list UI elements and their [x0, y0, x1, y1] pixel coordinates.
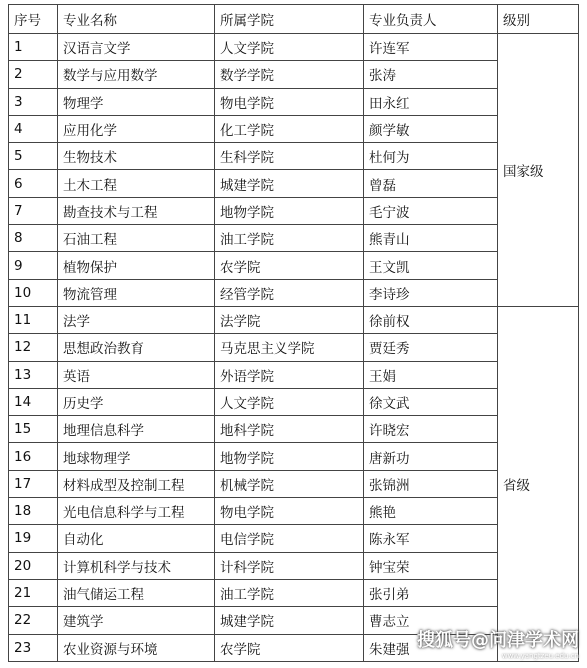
cell-major: 法学 — [58, 306, 215, 333]
cell-no: 2 — [9, 61, 58, 88]
cell-no: 18 — [9, 498, 58, 525]
cell-no: 12 — [9, 334, 58, 361]
cell-major: 物流管理 — [58, 279, 215, 306]
table-row — [9, 334, 579, 361]
cell-leader: 曹志立 — [364, 607, 498, 634]
cell-college: 油工学院 — [215, 225, 364, 252]
cell-college: 外语学院 — [215, 361, 364, 388]
table-row — [9, 197, 579, 224]
cell-college: 马克思主义学院 — [215, 334, 364, 361]
cell-major: 光电信息科学与工程 — [58, 498, 215, 525]
cell-major: 计算机科学与技术 — [58, 552, 215, 579]
table-row — [9, 225, 579, 252]
table-row — [9, 443, 579, 470]
cell-college: 农学院 — [215, 252, 364, 279]
table-row — [9, 470, 579, 497]
cell-college: 物电学院 — [215, 88, 364, 115]
cell-leader: 钟宝荣 — [364, 552, 498, 579]
table-row — [9, 361, 579, 388]
cell-no: 3 — [9, 88, 58, 115]
table-row — [9, 498, 579, 525]
cell-college: 物电学院 — [215, 498, 364, 525]
cell-leader: 贾廷秀 — [364, 334, 498, 361]
cell-leader: 陈永军 — [364, 525, 498, 552]
table-row — [9, 88, 579, 115]
cell-no: 21 — [9, 579, 58, 606]
cell-leader: 王文凯 — [364, 252, 498, 279]
header-no: 序号 — [9, 5, 58, 34]
cell-major: 生物技术 — [58, 143, 215, 170]
cell-no: 15 — [9, 416, 58, 443]
cell-major: 石油工程 — [58, 225, 215, 252]
cell-college: 地物学院 — [215, 443, 364, 470]
table-header-row — [9, 5, 579, 34]
header-level: 级别 — [498, 5, 579, 34]
cell-college: 生科学院 — [215, 143, 364, 170]
cell-leader: 张涛 — [364, 61, 498, 88]
cell-college: 人文学院 — [215, 34, 364, 61]
cell-major: 植物保护 — [58, 252, 215, 279]
cell-major: 勘查技术与工程 — [58, 197, 215, 224]
table-row — [9, 552, 579, 579]
table-row — [9, 61, 579, 88]
cell-college: 城建学院 — [215, 607, 364, 634]
cell-no: 1 — [9, 34, 58, 61]
cell-no: 6 — [9, 170, 58, 197]
cell-college: 人文学院 — [215, 388, 364, 415]
cell-college: 经管学院 — [215, 279, 364, 306]
cell-leader: 田永红 — [364, 88, 498, 115]
cell-leader: 王娟 — [364, 361, 498, 388]
cell-no: 16 — [9, 443, 58, 470]
cell-leader: 张锦洲 — [364, 470, 498, 497]
cell-college: 计科学院 — [215, 552, 364, 579]
cell-no: 22 — [9, 607, 58, 634]
cell-college: 城建学院 — [215, 170, 364, 197]
watermark-sub: www.yangtzeu.edu.cn — [501, 652, 579, 660]
cell-no: 8 — [9, 225, 58, 252]
cell-college: 化工学院 — [215, 115, 364, 142]
cell-leader: 熊艳 — [364, 498, 498, 525]
cell-leader: 徐文武 — [364, 388, 498, 415]
watermark — [417, 626, 579, 660]
cell-leader: 徐前权 — [364, 306, 498, 333]
cell-major: 物理学 — [58, 88, 215, 115]
cell-leader: 毛宁波 — [364, 197, 498, 224]
table-row — [9, 388, 579, 415]
cell-no: 11 — [9, 306, 58, 333]
cell-major: 思想政治教育 — [58, 334, 215, 361]
cell-no: 4 — [9, 115, 58, 142]
cell-leader: 曾磊 — [364, 170, 498, 197]
cell-major: 历史学 — [58, 388, 215, 415]
table-row — [9, 115, 579, 142]
cell-no: 7 — [9, 197, 58, 224]
cell-no: 5 — [9, 143, 58, 170]
cell-leader: 李诗珍 — [364, 279, 498, 306]
cell-major: 应用化学 — [58, 115, 215, 142]
watermark-main: 搜狐号@问津学术网 — [417, 630, 579, 651]
cell-leader: 许晓宏 — [364, 416, 498, 443]
header-major: 专业名称 — [58, 5, 215, 34]
cell-major: 汉语言文学 — [58, 34, 215, 61]
table-row — [9, 306, 579, 333]
table-row — [9, 252, 579, 279]
cell-college: 数学学院 — [215, 61, 364, 88]
table-row — [9, 416, 579, 443]
cell-major: 数学与应用数学 — [58, 61, 215, 88]
cell-college: 机械学院 — [215, 470, 364, 497]
cell-college: 电信学院 — [215, 525, 364, 552]
table-row — [9, 170, 579, 197]
cell-no: 17 — [9, 470, 58, 497]
cell-no: 20 — [9, 552, 58, 579]
cell-major: 农业资源与环境 — [58, 634, 215, 661]
table-row — [9, 279, 579, 306]
cell-major: 英语 — [58, 361, 215, 388]
cell-major: 油气储运工程 — [58, 579, 215, 606]
cell-no: 14 — [9, 388, 58, 415]
cell-leader: 唐新功 — [364, 443, 498, 470]
cell-college: 农学院 — [215, 634, 364, 661]
cell-no: 23 — [9, 634, 58, 661]
cell-no: 13 — [9, 361, 58, 388]
cell-leader: 朱建强 — [364, 634, 498, 661]
table-row — [9, 579, 579, 606]
cell-major: 土木工程 — [58, 170, 215, 197]
cell-leader: 杜何为 — [364, 143, 498, 170]
cell-no: 9 — [9, 252, 58, 279]
majors-table — [8, 4, 579, 662]
cell-major: 自动化 — [58, 525, 215, 552]
cell-college: 法学院 — [215, 306, 364, 333]
header-leader: 专业负责人 — [364, 5, 498, 34]
cell-college: 地物学院 — [215, 197, 364, 224]
cell-level: 省级 — [498, 306, 579, 661]
cell-level: 国家级 — [498, 34, 579, 307]
cell-no: 10 — [9, 279, 58, 306]
table-row — [9, 34, 579, 61]
table-row — [9, 143, 579, 170]
table-row — [9, 525, 579, 552]
cell-major: 地理信息科学 — [58, 416, 215, 443]
cell-leader: 熊青山 — [364, 225, 498, 252]
cell-college: 油工学院 — [215, 579, 364, 606]
cell-college: 地科学院 — [215, 416, 364, 443]
cell-major: 材料成型及控制工程 — [58, 470, 215, 497]
cell-major: 建筑学 — [58, 607, 215, 634]
cell-leader: 颜学敏 — [364, 115, 498, 142]
cell-no: 19 — [9, 525, 58, 552]
header-college: 所属学院 — [215, 5, 364, 34]
cell-leader: 张引弟 — [364, 579, 498, 606]
cell-leader: 许连军 — [364, 34, 498, 61]
cell-major: 地球物理学 — [58, 443, 215, 470]
